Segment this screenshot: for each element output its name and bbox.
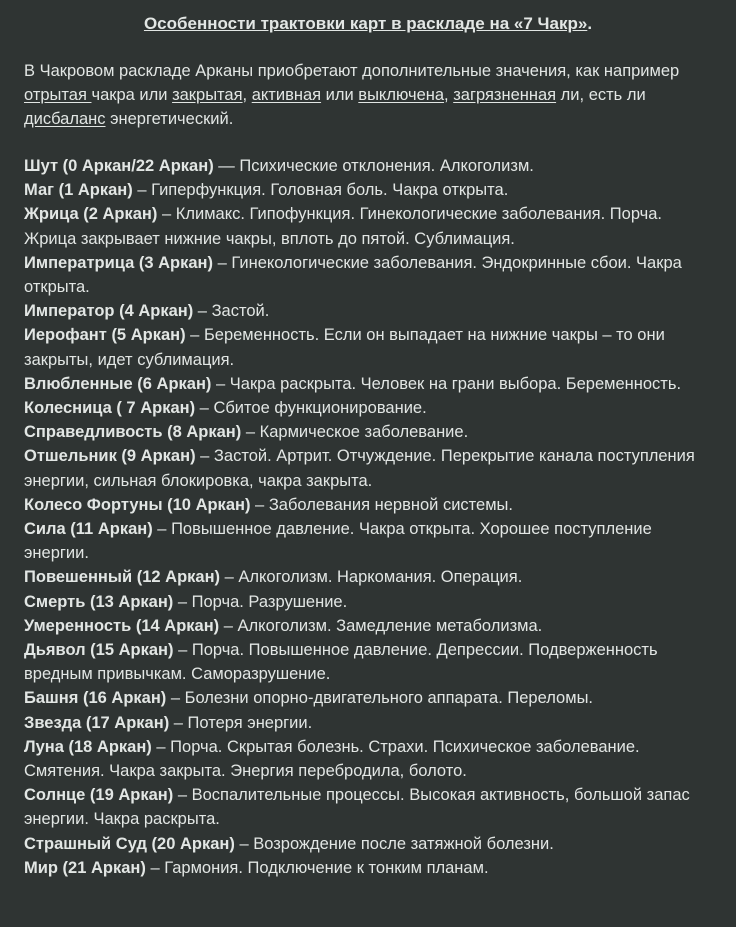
arcana-name: Луна (18 Аркан) — [24, 737, 152, 756]
arcana-description: – Алкоголизм. Наркомания. Операция. — [220, 568, 523, 587]
intro-text-2: чакра или — [91, 86, 173, 104]
arcana-description: — Психические отклонения. Алкоголизм. — [213, 157, 534, 175]
arcana-entry — [24, 154, 712, 178]
arcana-description: – Кармическое заболевание. — [241, 423, 469, 442]
arcana-entry — [24, 420, 712, 444]
arcana-description: – Болезни опорно-двигательного аппарата. Переломы. — [166, 689, 594, 708]
term-dirty: загрязненная — [453, 86, 557, 104]
arcana-entry — [24, 856, 712, 880]
term-active: активная — [251, 86, 322, 104]
arcana-name: Маг (1 Аркан) — [24, 181, 133, 200]
arcana-entry — [24, 299, 712, 323]
arcana-description: – Порча. Разрушение. — [173, 592, 348, 611]
arcana-description: – Алкоголизм. Замедление метаболизма. — [219, 616, 543, 635]
arcana-entry — [24, 396, 712, 420]
intro-text-3: , — [242, 86, 252, 104]
arcana-entry — [24, 323, 712, 371]
arcana-entry — [24, 735, 712, 783]
arcana-entry — [24, 251, 712, 299]
arcana-description: – Гиперфункция. Головная боль. Чакра открыта. — [132, 181, 509, 200]
arcana-entry — [24, 202, 712, 250]
arcana-description: – Возрождение после затяжной болезни. — [234, 834, 554, 853]
arcana-entry — [24, 783, 712, 831]
arcana-name: Сила (11 Аркан) — [24, 520, 153, 539]
intro-paragraph — [24, 59, 712, 131]
arcana-name: Отшельник (9 Аркан) — [24, 447, 196, 466]
arcana-name: Императрица (3 Аркан) — [24, 253, 214, 272]
arcana-name: Дьявол (15 Аркан) — [24, 641, 174, 660]
title-period: . — [587, 14, 593, 33]
arcana-name: Шут (0 Аркан/22 Аркан) — [24, 157, 214, 175]
arcana-entry — [24, 638, 712, 686]
arcana-description: – Чакра раскрыта. Человек на грани выбора. Беременность. — [211, 374, 682, 393]
arcana-entry — [24, 711, 712, 735]
arcana-name: Повешенный (12 Аркан) — [24, 568, 221, 587]
arcana-description: – Гинекологические заболевания. Эндокринные сбои. Чакра открыта. — [24, 253, 682, 297]
arcana-name: Солнце (19 Аркан) — [24, 786, 174, 805]
arcana-entry — [24, 444, 712, 492]
arcana-entry — [24, 614, 712, 638]
arcana-description: – Застой. — [193, 302, 270, 321]
arcana-name: Башня (16 Аркан) — [24, 689, 167, 708]
arcana-description: – Сбитое функционирование. — [195, 399, 427, 418]
arcana-description: – Заболевания нервной системы. — [250, 495, 514, 514]
arcana-name: Колесница ( 7 Аркан) — [24, 399, 196, 418]
arcana-name: Влюбленные (6 Аркан) — [24, 374, 212, 393]
arcana-description: – Гармония. Подключение к тонким планам. — [145, 858, 489, 877]
arcana-entry — [24, 832, 712, 856]
arcana-name: Справедливость (8 Аркан) — [24, 423, 242, 442]
intro-text-1: В Чакровом раскладе Арканы приобретают дополнительные значения, как например — [24, 62, 680, 80]
arcana-name: Умеренность (14 Аркан) — [24, 616, 220, 635]
arcana-name: Звезда (17 Аркан) — [24, 713, 170, 732]
intro-text-7: энергетический. — [105, 110, 234, 128]
term-imbalance: дисбаланс — [24, 110, 106, 128]
arcana-description: – Порча. Повышенное давление. Депрессии. Подверженность вредным привычкам. Саморазрушение. — [24, 641, 658, 684]
term-closed: закрытая — [172, 86, 243, 104]
arcana-name: Жрица (2 Аркан) — [24, 205, 158, 224]
arcana-name: Колесо Фортуны (10 Аркан) — [24, 495, 251, 514]
arcana-description: – Потеря энергии. — [169, 713, 313, 732]
arcana-name: Мир (21 Аркан) — [24, 858, 146, 877]
arcana-description: – Климакс. Гипофункция. Гинекологические заболевания. Порча. Жрица закрывает нижние чакры, вплоть до пятой. Сублимация. — [24, 205, 662, 248]
arcana-entry — [24, 517, 712, 565]
arcana-entry — [24, 178, 712, 202]
arcana-entry — [24, 493, 712, 517]
intro-text-4: или — [321, 86, 359, 104]
intro-text-6: ли, есть ли — [556, 86, 646, 104]
intro-text-5: , — [444, 86, 454, 104]
arcana-description: – Застой. Артрит. Отчуждение. Перекрытие канала поступления энергии, сильная блокировка, чакра закрыта. — [24, 447, 695, 490]
arcana-name: Иерофант (5 Аркан) — [24, 326, 186, 345]
title-text: Особенности трактовки карт в раскладе на «7 Чакр» — [143, 14, 588, 33]
arcana-entry — [24, 372, 712, 396]
arcana-description: – Беременность. Если он выпадает на нижние чакры – то они закрыты, идет сублимация. — [24, 326, 665, 369]
arcana-description: – Повышенное давление. Чакра открыта. Хорошее поступление энергии. — [24, 520, 652, 563]
term-open: отрытая — [24, 86, 92, 104]
term-off: выключена — [358, 86, 445, 104]
arcana-name: Страшный Суд (20 Аркан) — [24, 834, 235, 853]
arcana-entry — [24, 565, 712, 589]
arcana-entry — [24, 590, 712, 614]
arcana-description: – Воспалительные процессы. Высокая активность, большой запас энергии. Чакра раскрыта. — [24, 786, 690, 829]
arcana-entry — [24, 686, 712, 710]
arcana-list — [24, 154, 712, 880]
arcana-name: Смерть (13 Аркан) — [24, 592, 174, 611]
arcana-name: Император (4 Аркан) — [24, 302, 194, 321]
page-title — [24, 12, 712, 36]
arcana-description: – Порча. Скрытая болезнь. Страхи. Психическое заболевание. Смятения. Чакра закрыта. Энергия перебродила, болото. — [24, 737, 640, 781]
